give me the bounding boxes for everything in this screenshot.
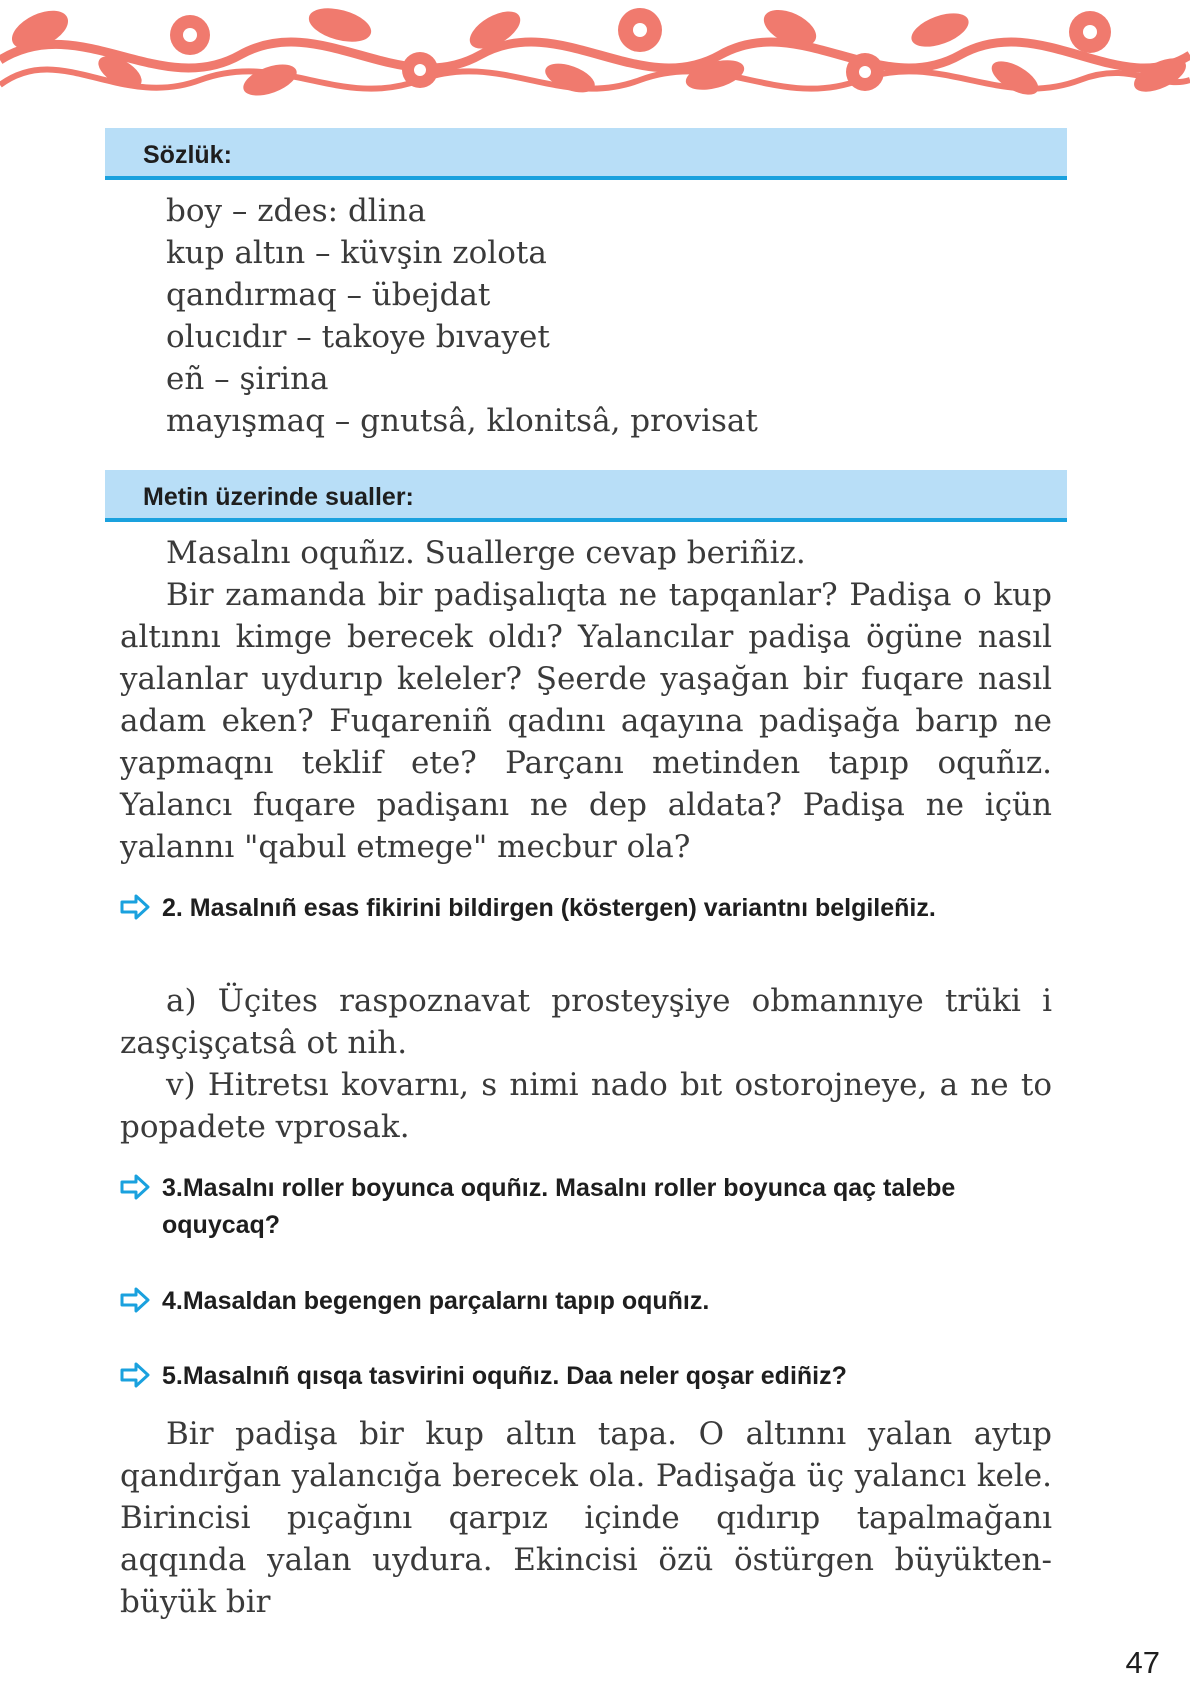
vocabulary-item: mayışmaq – gnutsâ, klonitsâ, provisat [166, 403, 758, 439]
vocabulary-title: Sözlük: [143, 141, 232, 169]
task-3 [120, 1170, 1020, 1244]
questions-text [120, 532, 1052, 868]
task-4-text: 4.Masaldan begengen parçalarnı tapıp oquñız. [162, 1287, 710, 1315]
option-a: a) Üçites raspoznavat prosteyşiye obmannıye trüki i zaşçişçatsâ ot nih. [120, 983, 1052, 1061]
vocabulary-item: eñ – şirina [166, 361, 329, 397]
answer-options [120, 980, 1052, 1148]
vocabulary-item: kup altın – küvşin zolota [166, 235, 547, 271]
arrow-right-icon [120, 1287, 150, 1313]
vocabulary-item: boy – zdes: dlina [166, 193, 427, 229]
task-2 [120, 890, 1020, 927]
task-5 [120, 1358, 1020, 1395]
arrow-right-icon [120, 1174, 150, 1200]
task-5-text: 5.Masalnıñ qısqa tasvirini oquñız. Daa neler qoşar ediñiz? [162, 1362, 847, 1390]
questions-body: Bir zamanda bir padişalıqta ne tapqanlar? Padişa o kup altınnı kimge berecek oldı? Yalancılar padişa ögüne nasıl yalanlar uydurıp keleler? Şeerde yaşağan bir fuqare nasıl adam eken? Fuqareniñ qadını aqayına padişağa barıp ne yapmaqnı teklif ete? Parçanı metinden tapıp oquñız. Yalancı fuqare padişanı ne dep aldata? Padişa ne içün yalannı "qabul etmege" mecbur ola? [120, 577, 1052, 865]
floral-ornament-border [0, 0, 1190, 112]
questions-header [105, 470, 1067, 522]
arrow-right-icon [120, 1362, 150, 1388]
option-v: v) Hitretsı kovarnı, s nimi nado bıt ostorojneye, a ne to popadete vprosak. [120, 1067, 1052, 1145]
arrow-right-icon [120, 894, 150, 920]
task-4 [120, 1283, 1020, 1320]
vocabulary-header [105, 128, 1067, 180]
summary-paragraph: Bir padişa bir kup altın tapa. O altınnı yalan aytıp qandırğan yalancığa berecek ola. Padişağa üç yalancı kele. Birincisi pıçağını qarpız içinde qıdırıp tapalmağanı aqqında yalan uydura. Ekincisi özü östürgen büyükten-büyük bir [120, 1416, 1052, 1620]
page-number: 47 [1125, 1645, 1160, 1680]
task-3-text: 3.Masalnı roller boyunca oquñız. Masalnı roller boyunca qaç talebe oquycaq? [162, 1174, 956, 1239]
questions-title: Metin üzerinde sualler: [143, 483, 414, 511]
vocabulary-list [166, 190, 758, 442]
summary-text [120, 1413, 1052, 1623]
task-2-text: 2. Masalnıñ esas fikirini bildirgen (köstergen) variantnı belgileñiz. [162, 894, 936, 922]
vocabulary-item: qandırmaq – übejdat [166, 277, 491, 313]
vocabulary-item: olucıdır – takoye bıvayet [166, 319, 550, 355]
questions-intro: Masalnı oquñız. Suallerge cevap beriñiz. [166, 535, 806, 571]
